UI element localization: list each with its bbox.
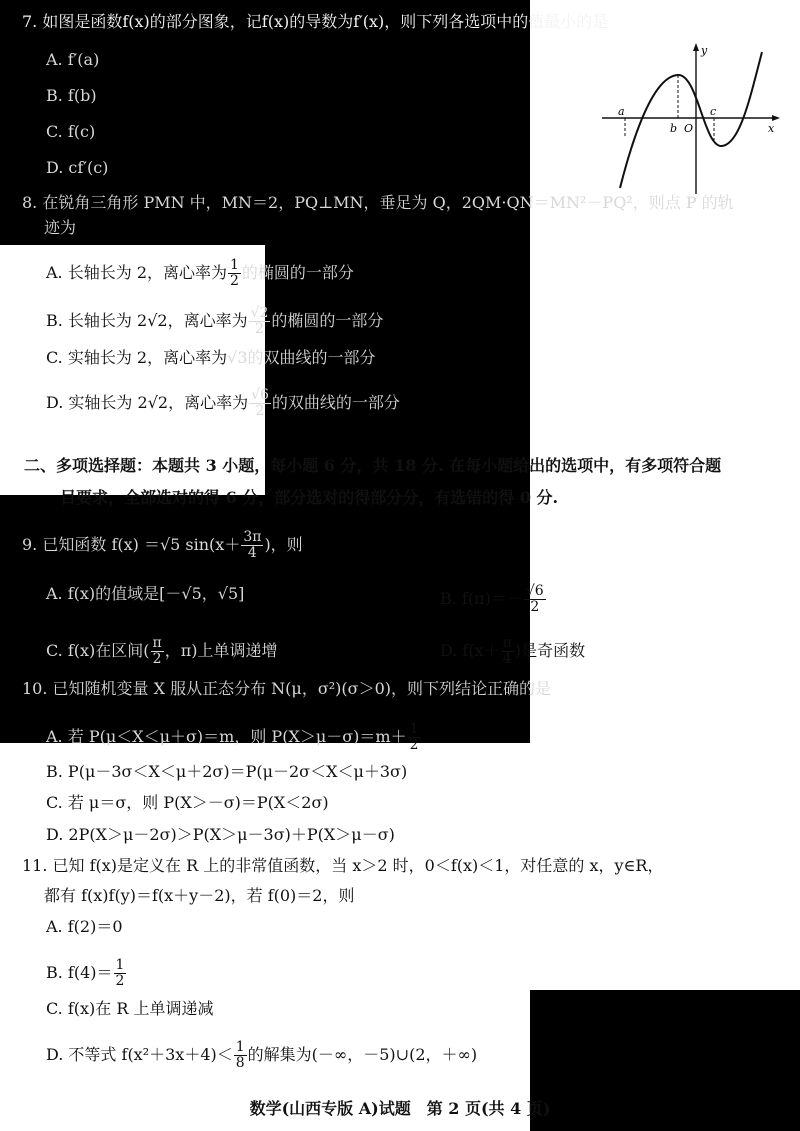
curve — [620, 52, 762, 188]
q11-d-post: 的解集为(－∞，－5)∪(2，＋∞) — [247, 1045, 478, 1064]
q10-option-b: B. P(μ－3σ＜X＜μ＋2σ)＝P(μ－2σ＜X＜μ＋3σ) — [46, 762, 408, 781]
q9-b-fraction — [524, 584, 546, 615]
q9-c-pre: C. f(x)在区间( — [46, 641, 150, 660]
q8-a-num: 1 — [230, 257, 239, 273]
label-x: x — [768, 122, 775, 135]
x-axis-arrow — [772, 115, 780, 121]
q11-stem-line1: 11. 已知 f(x)是定义在 R 上的非常值函数，当 x＞2 时，0＜f(x)＜1，对任意的 x，y∈R， — [22, 856, 664, 875]
q9-d-den: 4 — [502, 651, 512, 667]
section2-line1 — [24, 456, 721, 476]
q8-option-c — [46, 348, 376, 368]
label-o: O — [684, 122, 694, 135]
q10-a-den: 2 — [409, 737, 419, 753]
q9-b-pre: B. f(π)＝－ — [440, 589, 523, 608]
q8-option-d — [46, 388, 400, 419]
label-y: y — [701, 44, 708, 57]
q8-stem-line1: 8. 在锐角三角形 PMN 中，MN＝2，PQ⊥MN，垂足为 Q，2QM·QN＝MN²－PQ²，则点 P 的轨 — [22, 193, 734, 212]
q11-d-fraction — [234, 1040, 247, 1071]
q10-option-c: C. 若 μ＝σ，则 P(X＞－σ)＝P(X＜2σ) — [46, 793, 329, 812]
q9-c-post: ，π)上单调递增 — [164, 641, 278, 660]
q8-a-den: 2 — [230, 273, 239, 289]
q9-c-fraction — [151, 636, 164, 667]
q8-b-post: 的椭圆的一部分 — [271, 311, 384, 330]
q9-stem-den: 4 — [247, 545, 257, 561]
q9-option-a: A. f(x)的值域是[－√5，√5] — [46, 584, 245, 603]
q11-b-fraction — [114, 958, 127, 989]
function-graph — [600, 38, 782, 196]
q7-option-d: D. cf′(c) — [46, 158, 109, 177]
q11-b-num: 1 — [115, 957, 125, 973]
q8-c-post: 的双曲线的一部分 — [247, 348, 376, 367]
q8-option-a — [46, 258, 354, 289]
q8-option-b — [46, 306, 383, 337]
q9-d-pre: D. f(x＋ — [440, 641, 500, 660]
q8-a-post: 的椭圆的一部分 — [241, 263, 354, 282]
q9-b-num: √6 — [525, 583, 544, 599]
q9-stem-post: )，则 — [264, 535, 303, 554]
q7-option-a: A. f′(a) — [46, 50, 100, 69]
q10-a-num: 1 — [409, 721, 419, 737]
q8-a-fraction — [228, 258, 241, 289]
q9-option-b — [440, 584, 547, 615]
q8-c-pre: C. 实轴长为 2，离心率为 — [46, 348, 228, 367]
label-b: b — [670, 122, 678, 135]
q11-b-pre: B. f(4)＝ — [46, 963, 113, 982]
q9-d-fraction — [501, 636, 514, 667]
q7-stem: 7. 如图是函数f(x)的部分图象，记f(x)的导数为f′(x)，则下列各选项中的值最小的是 — [22, 12, 609, 31]
q8-b-den: 2 — [255, 321, 264, 337]
q8-d-post: 的双曲线的一部分 — [271, 393, 400, 412]
q10-a-pre: A. 若 P(μ＜X＜μ＋σ)＝m，则 P(X＞μ－σ)＝m＋ — [46, 727, 407, 746]
q10-stem — [22, 679, 551, 699]
section2-line2 — [60, 488, 558, 508]
q8-b-fraction — [249, 306, 271, 337]
q10-stem-text: 10. 已知随机变量 X 服从正态分布 N(μ，σ²)(σ＞0)，则下列结论正确的是 — [22, 679, 551, 698]
page-footer: 数学(山西专版 A)试题 第 2 页(共 4 页) — [249, 1099, 551, 1118]
section2-line2-text: 目要求，全部选对的得 6 分，部分选对的得部分分，有选错的得 0 分. — [60, 488, 559, 507]
q9-stem-fraction — [241, 530, 263, 561]
q9-d-num: π — [502, 635, 512, 651]
label-c: c — [710, 105, 717, 118]
q11-option-d — [46, 1040, 477, 1071]
q10-option-d: D. 2P(X＞μ－2σ)＞P(X＞μ－3σ)＋P(X＞μ－σ) — [46, 825, 395, 844]
q9-d-post: )是奇函数 — [514, 641, 586, 660]
q11-d-num: 1 — [235, 1039, 245, 1055]
q9-stem-pre: 9. 已知函数 f(x) ＝√5 sin(x＋ — [22, 535, 241, 554]
y-axis-arrow — [693, 43, 699, 51]
q9-stem — [22, 530, 303, 561]
q8-c-rad: √3 — [227, 348, 248, 367]
q9-stem-num: 3π — [243, 529, 262, 545]
q11-d-den: 8 — [235, 1055, 245, 1071]
q9-option-c — [46, 636, 278, 667]
q10-option-a — [46, 722, 422, 753]
section2-line1-text: 二、多项选择题：本题共 3 小题，每小题 6 分，共 18 分. 在每小题给出的选项中，有多项符合题 — [24, 456, 722, 475]
q8-a-pre: A. 长轴长为 2，离心率为 — [46, 263, 227, 282]
label-a: a — [618, 105, 625, 118]
q9-c-num: π — [152, 635, 162, 651]
q9-b-den: 2 — [530, 599, 540, 615]
q11-option-c: C. f(x)在 R 上单调递减 — [46, 999, 214, 1018]
q7-option-c: C. f(c) — [46, 122, 96, 141]
q8-b-num: √2 — [250, 305, 269, 321]
q10-a-fraction — [408, 722, 421, 753]
q11-stem-line2: 都有 f(x)f(y)＝f(x＋y－2)，若 f(0)＝2，则 — [44, 886, 355, 905]
q11-b-den: 2 — [115, 973, 125, 989]
q7-option-b: B. f(b) — [46, 86, 97, 105]
q11-d-pre: D. 不等式 f(x²＋3x＋4)＜ — [46, 1045, 233, 1064]
q11-option-a: A. f(2)＝0 — [46, 917, 123, 936]
q9-option-d — [440, 636, 585, 667]
q8-d-num: √6 — [251, 387, 269, 403]
q8-b-pre: B. 长轴长为 2√2，离心率为 — [46, 311, 248, 330]
q8-d-fraction — [249, 388, 271, 419]
q8-d-den: 2 — [255, 403, 265, 419]
q11-option-b — [46, 958, 127, 989]
q8-d-pre: D. 实轴长为 2√2，离心率为 — [46, 393, 249, 412]
q9-c-den: 2 — [152, 651, 162, 667]
q8-stem-line2: 迹为 — [44, 218, 77, 237]
